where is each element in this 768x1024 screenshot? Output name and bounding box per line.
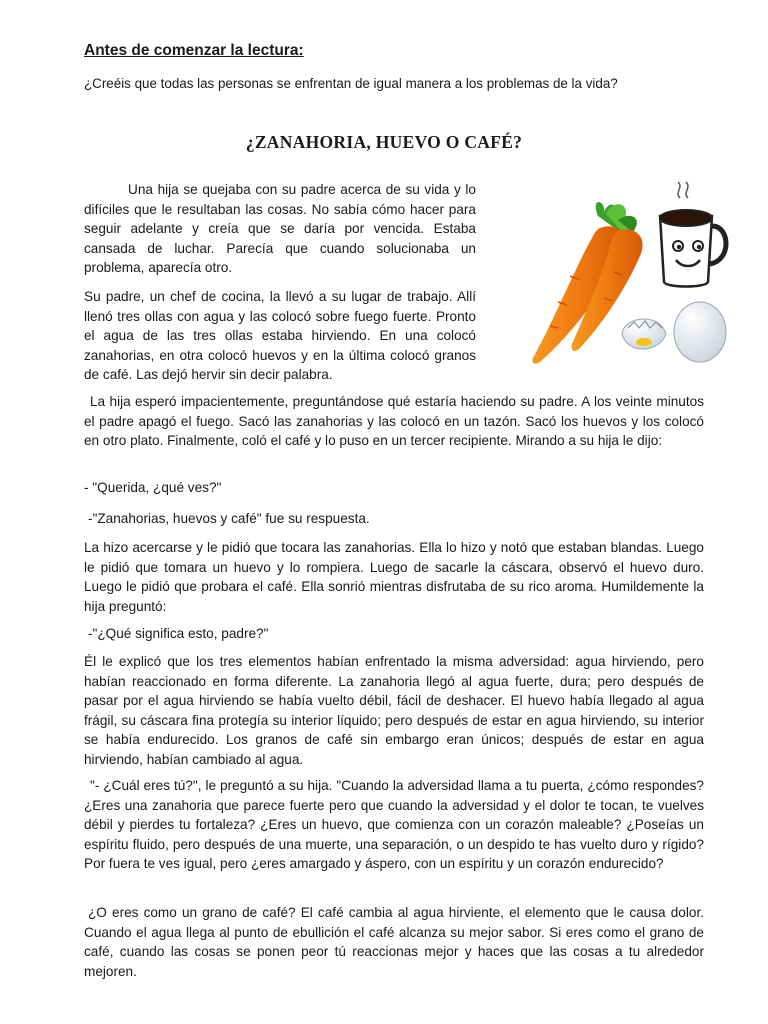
paragraph-explanation: Él le explicó que los tres elementos habían enfrentado la misma adversidad: agua hirviendo, pero habían reaccionado en forma diferente. La zanahoria llegó al agua fuerte, dura; pero después de pasar por el agua hirviendo se había vuelto débil, fácil de deshacer. El huevo había llegado al agua frágil, su cáscara fina protegía su interior líquido; pero después de estar en agua hirviendo, su interior se había endurecido. Los granos de café sin embargo eran únicos; después de estar en agua hirviendo, habían cambiado al agua. xyxy=(84,654,704,767)
carrot-egg-coffee-illustration xyxy=(510,176,740,372)
pre-reading-question: ¿Creéis que todas las personas se enfrentan de igual manera a los problemas de la vida? xyxy=(84,76,618,91)
paragraph-father-kitchen: Su padre, un chef de cocina, la llevó a su lugar de trabajo. Allí llenó tres ollas con agua y las colocó sobre fuego fuerte. Pronto el agua de las tres ollas estaba hirviendo. En una colocó zanahorias, en otra colocó huevos y en la última colocó granos de café. Las dejó hervir sin decir palabra. xyxy=(84,289,476,383)
carrot-icon xyxy=(532,226,642,363)
paragraph-coffee: ¿O eres como un grano de café? El café cambia al agua hirviente, el elemento que le causa dolor. Cuando el agua llega al punto de ebullición el café alcanza su mejor sabor. Si eres como el grano de café, cuando las cosas se ponen peor tú reaccionas mejor y haces que las cosas a tu alrededor mejoren. xyxy=(84,905,704,979)
paragraph-intro: Una hija se quejaba con su padre acerca de su vida y lo difíciles que le resultaban las cosas. No sabía cómo hacer para seguir adelante y creía que se daría por vencida. Estaba cansada de luchar. Parecía que cuando solucionaba un problema, aparecía otro. xyxy=(84,182,476,276)
dialogue-answer: -"Zanahorias, huevos y café" fue su respuesta. xyxy=(88,511,370,526)
paragraph-touching: La hizo acercarse y le pidió que tocara las zanahorias. Ella lo hizo y notó que estaban blandas. Luego le pidió que tomara un huevo y lo rompiera. Luego de sacarle la cáscara, observó el huevo duro. Luego le pidió que probara el café. Ella sonrió mientras disfrutaba de su rico aroma. Humildemente la hija preguntó: xyxy=(84,540,704,614)
story-title: ¿ZANAHORIA, HUEVO O CAFÉ? xyxy=(245,132,523,152)
egg-icon xyxy=(622,302,726,362)
coffee-mug-icon xyxy=(660,182,726,287)
paragraph-waiting: La hija esperó impacientemente, preguntándose qué estaría haciendo su padre. A los veinte minutos el padre apagó el fuego. Sacó las zanahorias y las colocó en un tazón. Sacó los huevos y los colocó en otro plato. Finalmente, coló el café y lo puso en un tercer recipiente. Mirando a su hija le dijo: xyxy=(84,394,704,449)
dialogue-question: - "Querida, ¿qué ves?" xyxy=(84,480,222,495)
dialogue-meaning: -"¿Qué significa esto, padre?" xyxy=(88,626,269,641)
paragraph-which-are-you: "- ¿Cuál eres tú?", le preguntó a su hija. "Cuando la adversidad llama a tu puerta, ¿cómo respondes? ¿Eres una zanahoria que parece fuerte pero que cuando la adversidad y el dolor te tocan, te vuelves débil y pierdes tu fortaleza? ¿Eres un huevo, que comienza con un corazón maleable? ¿Poseías un espíritu fluido, pero después de una muerte, una separación, o un despido te has vuelto duro y rígido? Por fuera te ves igual, pero ¿eres amargado y áspero, con un espíritu y un corazón endurecido? xyxy=(84,778,704,872)
pre-reading-heading: Antes de comenzar la lectura: xyxy=(84,42,304,59)
